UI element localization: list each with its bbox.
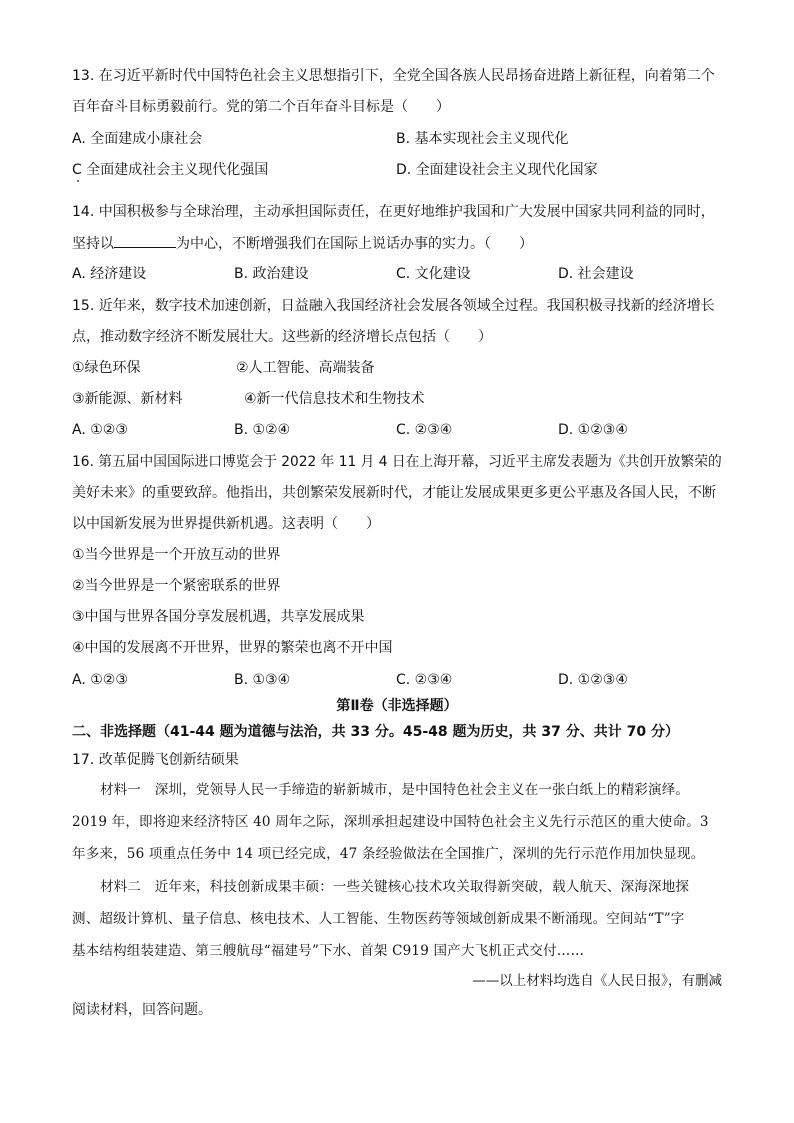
question-15-stem-line2: 点，推动数字经济不断发展壮大。这些新的经济增长点包括（ ） xyxy=(72,329,492,345)
question-16-option-c: C. ②③④ xyxy=(396,672,453,688)
question-17-title: 17. 改革促腾飞创新结硕果 xyxy=(72,752,239,768)
question-17-instruction: 阅读材料，回答问题。 xyxy=(72,1002,212,1018)
question-15-option-b: B. ①②④ xyxy=(234,422,291,438)
question-14-stem-suffix: 为中心，不断增强我们在国际上说话办事的实力。（ ） xyxy=(176,236,533,252)
question-15-item-2: ②人工智能、高端装备 xyxy=(236,360,375,376)
section-title: 第Ⅱ卷（非选择题） xyxy=(336,698,458,714)
question-14-option-a: A. 经济建设 xyxy=(72,266,147,282)
question-14-stem-prefix: 坚持以 xyxy=(72,236,114,252)
question-15-option-d: D. ①②③④ xyxy=(558,422,628,438)
question-14-stem-line1: 14. 中国积极参与全球治理，主动承担国际责任，在更好地维护我国和广大发展中国家共同利益的同时， xyxy=(72,204,715,220)
question-13-option-c: C 全面建成社会主义现代化强国 xyxy=(72,162,269,178)
question-16-item-1: ①当今世界是一个开放互动的世界 xyxy=(72,547,281,563)
question-15-option-a: A. ①②③ xyxy=(72,422,128,438)
question-15-option-c: C. ②③④ xyxy=(396,422,453,438)
question-13-option-d: D. 全面建设社会主义现代化国家 xyxy=(396,162,598,178)
question-15-stem-line1: 15. 近年来，数字技术加速创新，日益融入我国经济社会发展各领域全过程。我国积极寻找新的经济增长 xyxy=(72,298,715,314)
fill-in-blank[interactable] xyxy=(114,233,176,248)
question-16-option-a: A. ①②③ xyxy=(72,672,128,688)
question-13-stem-line2: 百年奋斗目标勇毅前行。党的第二个百年奋斗目标是（ ） xyxy=(72,99,450,115)
question-15-item-3: ③新能源、新材料 xyxy=(72,391,183,407)
question-16-option-b: B. ①③④ xyxy=(234,672,291,688)
question-13-stem-line1: 13. 在习近平新时代中国特色社会主义思想指引下，全党全国各族人民昂扬奋进踏上新征程，向着第二个 xyxy=(72,68,715,84)
question-16-item-2: ②当今世界是一个紧密联系的世界 xyxy=(72,578,281,594)
question-16-stem-line2: 美好未来》的重要致辞。他指出，共创繁荣发展新时代，才能让发展成果更多更公平惠及各国人民，不断 xyxy=(72,485,716,501)
material-1-line2: 2019 年，即将迎来经济特区 40 周年之际，深圳承担起建设中国特色社会主义先行示范区的重大使命。3 xyxy=(72,814,709,830)
question-14-option-d: D. 社会建设 xyxy=(558,266,634,282)
question-16-stem-line1: 16. 第五届中国国际进口博览会于 2022 年 11 月 4 日在上海开幕，习近平主席发表题为《共创开放繁荣的 xyxy=(72,454,722,470)
material-2-line3: 基本结构组装建造、第三艘航母“福建号”下水、首架 C919 国产大飞机正式交付…… xyxy=(72,943,585,959)
question-15-item-4: ④新一代信息技术和生物技术 xyxy=(244,391,425,407)
question-16-option-d: D. ①②③④ xyxy=(558,672,628,688)
question-16-item-3: ③中国与世界各国分享发展机遇，共享发展成果 xyxy=(72,609,365,625)
question-13-option-a: A. 全面建成小康社会 xyxy=(72,131,203,147)
material-source: ——以上材料均选自《人民日报》，有删减 xyxy=(472,973,722,989)
scan-speck xyxy=(77,180,79,182)
section-heading: 二、非选择题（41-44 题为道德与法治，共 33 分。45-48 题为历史，共 37 分、共计 70 分） xyxy=(72,724,679,740)
question-14-option-c: C. 文化建设 xyxy=(396,266,471,282)
material-1-line3: 年多来，56 项重点任务中 14 项已经完成，47 条经验做法在全国推广，深圳的先行示范作用加快显现。 xyxy=(72,846,705,862)
material-1-line1: 材料一 深圳，党领导人民一手缔造的崭新城市，是中国特色社会主义在一张白纸上的精彩演绎。 xyxy=(100,782,690,798)
question-15-item-1: ①绿色环保 xyxy=(72,360,141,376)
question-14-stem-line2 xyxy=(72,233,533,254)
question-16-stem-line3: 以中国新发展为世界提供新机遇。这表明（ ） xyxy=(72,516,380,532)
question-13-option-b: B. 基本实现社会主义现代化 xyxy=(396,131,569,147)
material-2-line1: 材料二 近年来，科技创新成果丰硕：一些关键核心技术攻关取得新突破，载人航天、深海深地探 xyxy=(100,879,690,895)
question-14-option-b: B. 政治建设 xyxy=(234,266,309,282)
question-16-item-4: ④中国的发展离不开世界，世界的繁荣也离不开中国 xyxy=(72,640,393,656)
material-2-line2: 测、超级计算机、量子信息、核电技术、人工智能、生物医药等领域创新成果不断涌现。空间站“T”字 xyxy=(72,911,685,927)
